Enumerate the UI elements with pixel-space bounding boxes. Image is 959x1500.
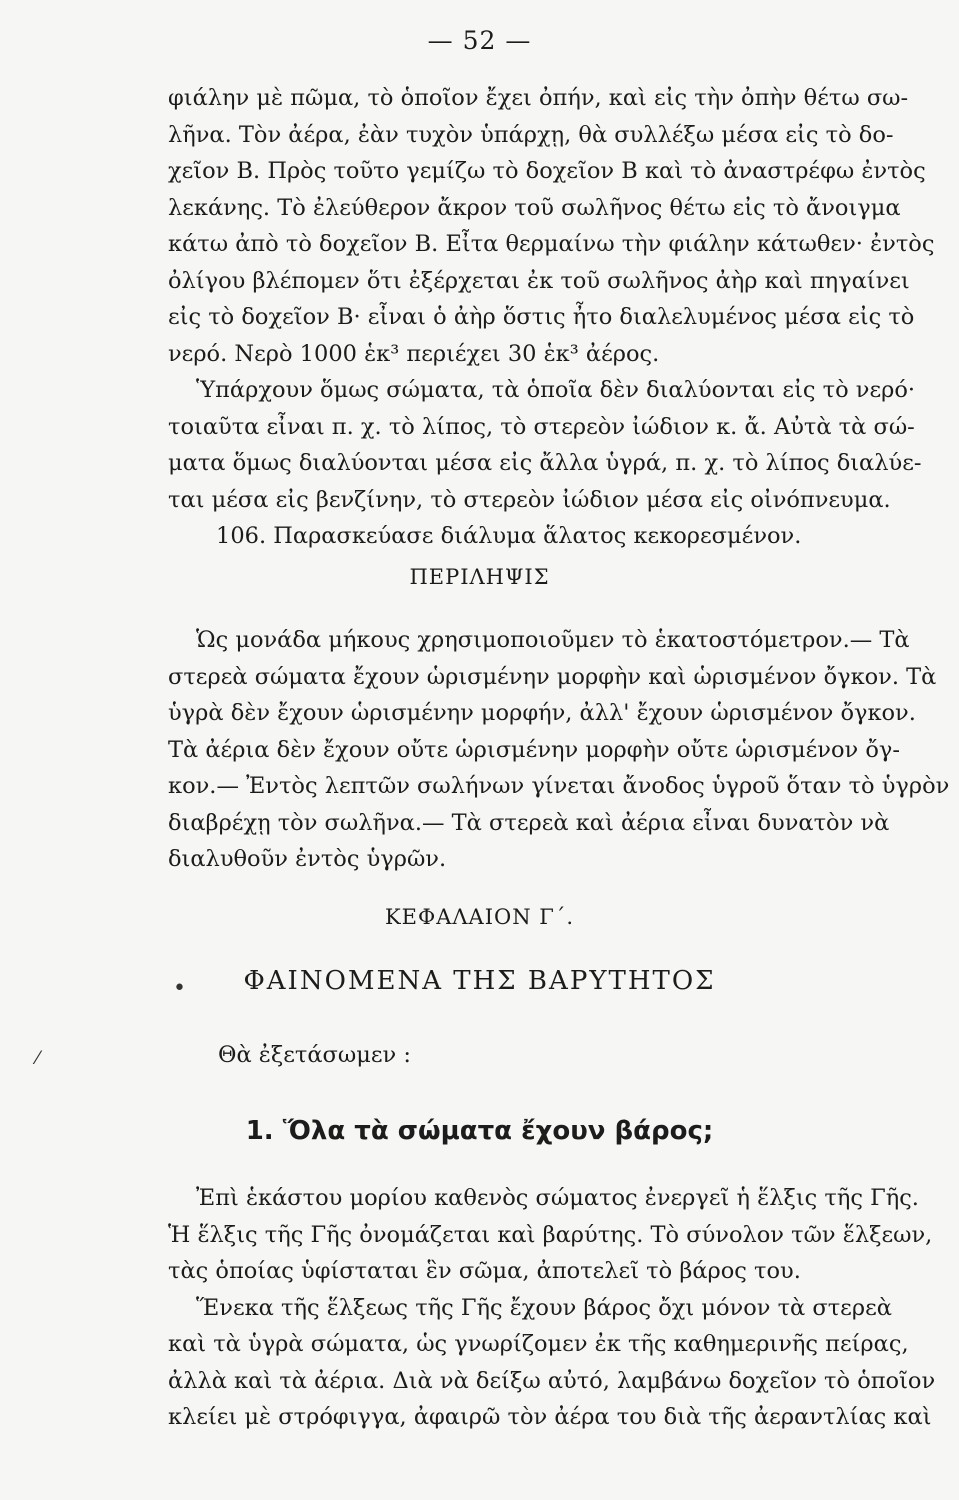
- text-line: ὀλίγου βλέπομεν ὅτι ἐξέρχεται ἐκ τοῦ σωλῆνος ἀὴρ καὶ πηγαίνει: [168, 267, 910, 294]
- text-line: Ἡ ἕλξις τῆς Γῆς ὀνομάζεται καὶ βαρύτης. Τὸ σύνολον τῶν ἕλξεων,: [168, 1221, 933, 1248]
- text-line: κάτω ἀπὸ τὸ δοχεῖον Β. Εἶτα θερμαίνω τὴν φιάλην κάτωθεν· ἐντὸς: [168, 231, 935, 257]
- text-line: ὑγρὰ δὲν ἔχουν ὡρισμένην μορφήν, ἀλλ' ἔχουν ὡρισμένον ὄγκον.: [168, 700, 916, 726]
- text-line: Ἐπὶ ἑκάστου μορίου καθενὸς σώματος ἐνεργεῖ ἡ ἕλξις τῆς Γῆς.: [196, 1185, 919, 1211]
- paragraph-experiment: [168, 80, 936, 372]
- text-line: διαβρέχῃ τὸν σωλῆνα.— Τὰ στερεὰ καὶ ἀέρια εἶναι δυνατὸν νὰ: [168, 809, 890, 836]
- text-line: εἰς τὸ δοχεῖον Β· εἶναι ὁ ἀὴρ ὅστις ἦτο διαλελυμένος μέσα εἰς τὸ: [168, 304, 915, 330]
- text-line: λῆνα. Τὸν ἀέρα, ἐὰν τυχὸν ὑπάρχῃ, θὰ συλλέξω μέσα εἰς τὸ δο-: [168, 121, 894, 148]
- text-line: ἀλλὰ καὶ τὰ ἀέρια. Διὰ νὰ δείξω αὐτό, λαμβάνω δοχεῖον τὸ ὁποῖον: [168, 1367, 936, 1394]
- bullet-mark: •: [173, 976, 186, 1001]
- text-line: καὶ τὰ ὑγρὰ σώματα, ὡς γνωρίζομεν ἐκ τῆς καθημερινῆς πείρας,: [168, 1331, 909, 1357]
- text-line: διαλυθοῦν ἐντὸς ὑγρῶν.: [168, 846, 447, 872]
- text-line: Ὡς μονάδα μήκους χρησιμοποιοῦμεν τὸ ἑκατοστόμετρον.— Τὰ: [196, 627, 910, 653]
- page-number: — 52 —: [427, 26, 532, 55]
- margin-mark: ⁄: [36, 1048, 40, 1069]
- summary-heading: ΠΕΡΙΛΗΨΙΣ: [409, 565, 550, 589]
- text-line: κλείει μὲ στρόφιγγα, ἀφαιρῶ τὸν ἀέρα του διὰ τῆς ἀεραντλίας καὶ: [168, 1404, 932, 1430]
- text-line: Ὑπάρχουν ὅμως σώματα, τὰ ὁποῖα δὲν διαλύονται εἰς τὸ νερό·: [196, 377, 916, 403]
- text-line: ται μέσα εἰς βενζίνην, τὸ στερεὸν ἰώδιον μέσα εἰς οἰνόπνευμα.: [168, 486, 891, 513]
- exercise-line: 106. Παρασκεύασε διάλυμα ἅλατος κεκορεσμένον.: [216, 523, 802, 549]
- text-line: φιάλην μὲ πῶμα, τὸ ὁποῖον ἔχει ὀπήν, καὶ εἰς τὴν ὀπὴν θέτω σω-: [168, 85, 909, 111]
- text-line: ματα ὅμως διαλύονται μέσα εἰς ἄλλα ὑγρά, π. χ. τὸ λίπος διαλύε-: [168, 450, 922, 476]
- paragraph-solubility: [168, 372, 936, 555]
- text-line: κον.— Ἐντὸς λεπτῶν σωλήνων γίνεται ἄνοδος ὑγροῦ ὅταν τὸ ὑγρὸν: [168, 773, 950, 799]
- text-line: χεῖον Β. Πρὸς τοῦτο γεμίζω τὸ δοχεῖον Β καὶ τὸ ἀναστρέφω ἐντὸς: [168, 158, 926, 184]
- section-heading: 1. Ὅλα τὰ σώματα ἔχουν βάρος;: [245, 1116, 714, 1146]
- chapter-title: ΦΑΙΝΟΜΕΝΑ ΤΗΣ ΒΑΡΥΤΗΤΟΣ: [243, 966, 716, 996]
- text-line: τὰς ὁποίας ὑφίσταται ἓν σῶμα, ἀποτελεῖ τὸ βάρος του.: [168, 1258, 801, 1284]
- text-line: νερό. Νερὸ 1000 ἑκ³ περιέχει 30 ἑκ³ ἀέρος.: [168, 340, 660, 367]
- chapter-label: ΚΕΦΑΛΑΙΟΝ Γ΄.: [384, 905, 575, 929]
- section-intro: Θὰ ἐξετάσωμεν :: [218, 1042, 411, 1068]
- text-line: στερεὰ σώματα ἔχουν ὡρισμένην μορφὴν καὶ ὡρισμένον ὄγκον. Τὰ: [168, 663, 937, 690]
- text-line: λεκάνης. Τὸ ἐλεύθερον ἄκρον τοῦ σωλῆνος θέτω εἰς τὸ ἄνοιγμα: [168, 194, 901, 221]
- text-line: Ἕνεκα τῆς ἕλξεως τῆς Γῆς ἔχουν βάρος ὄχι μόνον τὰ στερεὰ: [196, 1294, 892, 1321]
- summary-paragraph: [168, 622, 950, 878]
- text-line: τοιαῦτα εἶναι π. χ. τὸ λίπος, τὸ στερεὸν ἰώδιον κ. ἄ. Αὐτὰ τὰ σώ-: [168, 413, 915, 440]
- text-line: Τὰ ἀέρια δὲν ἔχουν οὔτε ὡρισμένην μορφὴν οὔτε ὡρισμένον ὄγ-: [168, 736, 900, 763]
- paragraph-gravity: [168, 1180, 936, 1436]
